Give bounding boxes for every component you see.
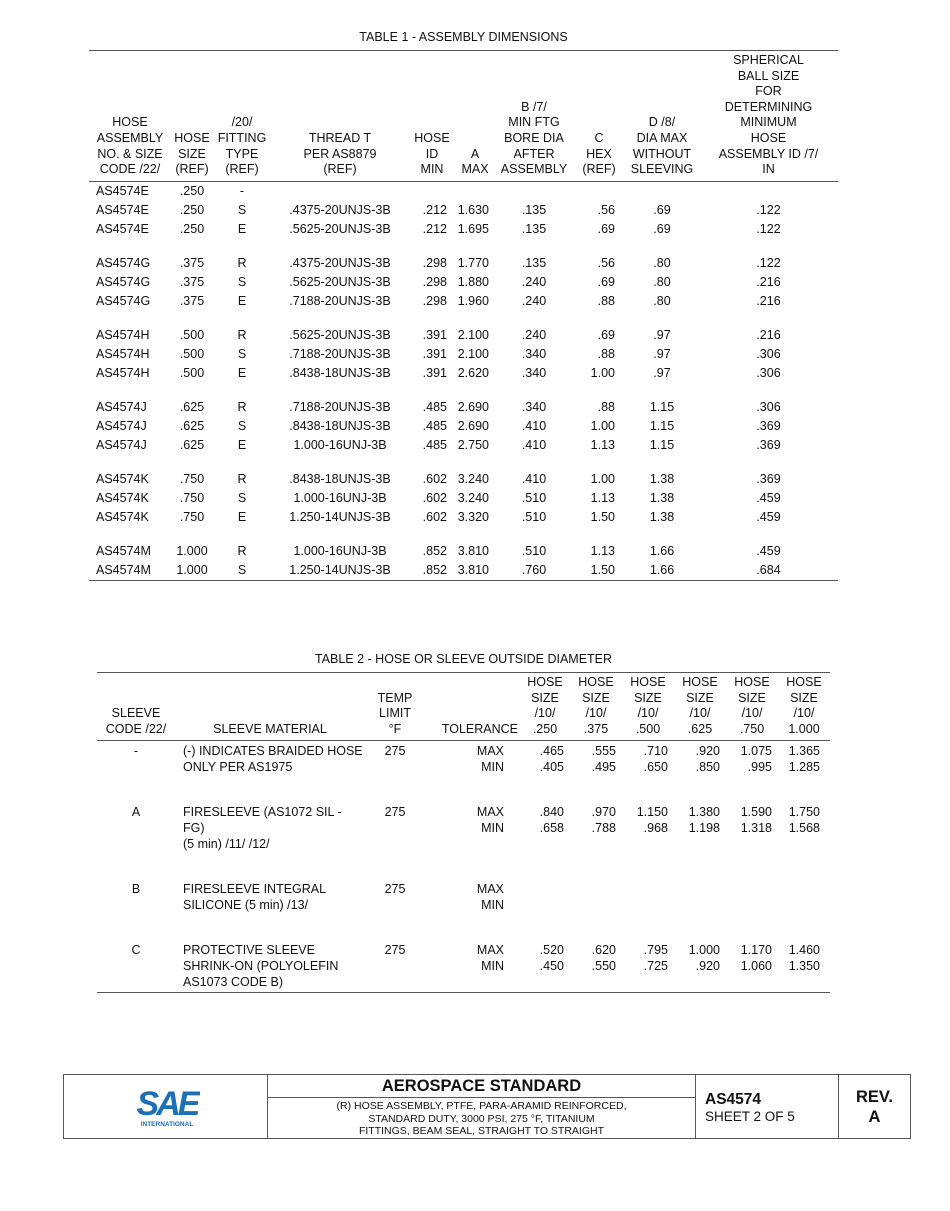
- revision-cell: [839, 1075, 910, 1138]
- table-row: [89, 398, 838, 417]
- table-row: [89, 201, 838, 220]
- table-1-cell: .97: [653, 327, 671, 342]
- table-1-cell: R: [237, 471, 247, 486]
- table-1-cell: .500: [179, 365, 205, 380]
- table-1-cell: 1.13: [590, 437, 615, 452]
- table-row: [97, 879, 830, 915]
- table-2-header-row: [97, 673, 830, 741]
- table-1-cell: 3.810: [457, 543, 489, 558]
- table-1-cell: .625: [179, 418, 205, 433]
- table-1-cell: .298: [422, 274, 447, 289]
- table-1-cell: .298: [422, 255, 447, 270]
- table-1-cell: .5625-20UNJS-3B: [289, 221, 391, 236]
- table-1-cell: .391: [422, 365, 447, 380]
- table-1-cell: .88: [597, 293, 615, 308]
- table-1-cell: S: [237, 346, 247, 361]
- table-2-cell: .620 .550: [591, 943, 616, 974]
- table-1-cell: .602: [422, 509, 447, 524]
- table-1-cell: 1.66: [649, 543, 675, 558]
- assembly-dimensions-table: [89, 50, 838, 581]
- table-1-cell: .69: [597, 327, 615, 342]
- revision-label: REV.: [856, 1088, 893, 1106]
- table-2-cell: 275: [384, 744, 406, 759]
- table-1-cell: .212: [422, 221, 447, 236]
- spacer-row: [89, 527, 838, 542]
- table-1-cell: .69: [597, 221, 615, 236]
- table-1-cell: .750: [179, 471, 205, 486]
- table-1-cell: R: [237, 399, 247, 414]
- table-1-cell: .602: [422, 471, 447, 486]
- table-row: [97, 741, 830, 778]
- table-1-cell: 1.38: [649, 490, 675, 505]
- table-1-cell: .88: [597, 346, 615, 361]
- table-1-cell: .459: [756, 509, 781, 524]
- table-1-cell: 1.960: [457, 293, 489, 308]
- table-row: [89, 181, 838, 201]
- table-2-header-6: HOSE SIZE /10/ .500: [622, 673, 674, 741]
- table-2-cell: 275: [384, 943, 406, 958]
- spacer-cell: [97, 854, 830, 879]
- table-2-cell: 1.075 .995: [740, 744, 772, 775]
- document-number-cell: [696, 1075, 839, 1138]
- table-1-header-9: SPHERICAL BALL SIZE FOR DETERMINING MINIMUM HOSE ASSEMBLY ID /7/ IN: [699, 51, 838, 182]
- table-1-cell: 1.15: [649, 437, 675, 452]
- table-row: [89, 561, 838, 581]
- table-1-cell: .135: [521, 255, 547, 270]
- table-1-cell: .56: [597, 255, 615, 270]
- table-2-cell: .970 .788: [591, 805, 616, 836]
- table-1-cell: AS4574J: [96, 399, 147, 414]
- table-1-cell: .250: [179, 221, 205, 236]
- table-1-cell: .135: [521, 202, 547, 217]
- table-row: [89, 345, 838, 364]
- table-1-cell: [699, 181, 838, 201]
- table-1-cell: E: [237, 221, 247, 236]
- table-1-cell: 1.00: [590, 418, 615, 433]
- table-1-cell: .7188-20UNJS-3B: [289, 399, 391, 414]
- table-2-cell: MAX MIN: [476, 882, 504, 913]
- table-1-cell: AS4574G: [96, 255, 151, 270]
- table-1-cell: .410: [521, 437, 547, 452]
- table-2-cell: 1.170 1.060: [740, 943, 772, 974]
- table-2-header-2: TEMP LIMIT °F: [365, 673, 425, 741]
- table-2-cell: 1.150 .968: [636, 805, 668, 836]
- table-1-cell: [409, 181, 455, 201]
- table-row: [89, 508, 838, 527]
- table-2-cell: .840 .658: [539, 805, 564, 836]
- table-1-cell: .80: [653, 274, 671, 289]
- table-1-section: [89, 30, 838, 581]
- table-1-cell: 1.38: [649, 471, 675, 486]
- table-1-cell: S: [237, 274, 247, 289]
- table-1-cell: .240: [521, 293, 547, 308]
- table-2-cell: 1.365 1.285: [788, 744, 820, 775]
- table-1-cell: 2.100: [457, 346, 489, 361]
- table-2-title: TABLE 2 - HOSE OR SLEEVE OUTSIDE DIAMETER: [314, 652, 613, 666]
- table-1-header-2: /20/ FITTING TYPE (REF): [213, 51, 271, 182]
- table-2-cell: .710 .650: [643, 744, 668, 775]
- table-1-cell: .369: [756, 418, 781, 433]
- table-1-cell: .135: [521, 221, 547, 236]
- table-1-cell: 2.690: [457, 418, 489, 433]
- table-1-cell: .80: [653, 293, 671, 308]
- table-row: [89, 542, 838, 561]
- table-1-cell: 2.750: [457, 437, 489, 452]
- table-1-cell: .240: [521, 274, 547, 289]
- spacer-row: [89, 455, 838, 470]
- table-2-cell: .555 .495: [591, 744, 616, 775]
- table-1-cell: [495, 181, 573, 201]
- table-1-cell: 1.50: [590, 562, 615, 577]
- table-1-cell: 1.00: [590, 471, 615, 486]
- table-2-cell: -: [133, 744, 139, 759]
- table-1-cell: .97: [653, 346, 671, 361]
- table-1-cell: AS4574J: [96, 418, 147, 433]
- table-1-cell: .212: [422, 202, 447, 217]
- table-1-cell: .7188-20UNJS-3B: [289, 346, 391, 361]
- spacer-row: [97, 915, 830, 940]
- table-1-header-7: C HEX (REF): [573, 51, 625, 182]
- table-2-cell: 275: [384, 805, 406, 820]
- table-row: [89, 417, 838, 436]
- table-1-header-3: THREAD T PER AS8879 (REF): [271, 51, 409, 182]
- table-1-cell: AS4574K: [96, 471, 149, 486]
- table-1-cell: [573, 181, 625, 201]
- table-2-cell: .465 .405: [539, 744, 564, 775]
- table-2-cell: [622, 879, 674, 915]
- table-1-cell: R: [237, 543, 247, 558]
- table-1-cell: AS4574M: [96, 543, 151, 558]
- table-1-cell: .760: [521, 562, 547, 577]
- table-1-cell: .306: [756, 346, 781, 361]
- table-1-cell: .510: [521, 490, 547, 505]
- table-1-cell: 3.810: [457, 562, 489, 577]
- table-1-cell: .369: [756, 437, 781, 452]
- spacer-row: [89, 311, 838, 326]
- table-1-cell: AS4574K: [96, 509, 149, 524]
- table-1-cell: AS4574J: [96, 437, 147, 452]
- table-1-cell: 1.880: [457, 274, 489, 289]
- table-1-header-1: HOSE SIZE (REF): [171, 51, 213, 182]
- spacer-cell: [89, 311, 838, 326]
- table-1-cell: .340: [521, 399, 547, 414]
- table-1-cell: .340: [521, 365, 547, 380]
- table-1-cell: .250: [179, 183, 205, 198]
- table-2-section: [97, 652, 830, 993]
- spacer-row: [97, 777, 830, 802]
- spacer-row: [97, 854, 830, 879]
- table-2-cell: .920 .850: [695, 744, 720, 775]
- table-1-cell: AS4574G: [96, 293, 151, 308]
- spacer-row: [89, 383, 838, 398]
- table-1-cell: 1.000-16UNJ-3B: [293, 490, 387, 505]
- table-1-cell: 2.100: [457, 327, 489, 342]
- table-row: [97, 940, 830, 993]
- table-1-cell: AS4574K: [96, 490, 149, 505]
- table-1-cell: .5625-20UNJS-3B: [289, 327, 391, 342]
- spacer-cell: [89, 455, 838, 470]
- table-1-cell: AS4574G: [96, 274, 151, 289]
- spacer-cell: [89, 239, 838, 254]
- table-1-cell: 3.320: [457, 509, 489, 524]
- table-row: [89, 364, 838, 383]
- table-1-cell: 1.000-16UNJ-3B: [293, 437, 387, 452]
- table-row: [89, 436, 838, 455]
- table-1-cell: .375: [179, 293, 205, 308]
- table-2-cell: [726, 879, 778, 915]
- table-2-header-0: SLEEVE CODE /22/: [97, 673, 175, 741]
- spacer-row: [89, 239, 838, 254]
- spacer-cell: [97, 915, 830, 940]
- table-2-cell: A: [131, 805, 141, 820]
- table-1-header-4: HOSE ID MIN: [409, 51, 455, 182]
- table-1-cell: 1.13: [590, 543, 615, 558]
- table-1-cell: .625: [179, 437, 205, 452]
- table-1-cell: AS4574E: [96, 183, 149, 198]
- table-1-cell: [455, 181, 495, 201]
- table-1-cell: .375: [179, 255, 205, 270]
- table-1-cell: .500: [179, 346, 205, 361]
- table-1-cell: 1.50: [590, 509, 615, 524]
- table-1-cell: .56: [597, 202, 615, 217]
- table-row: [89, 254, 838, 273]
- table-1-cell: .69: [597, 274, 615, 289]
- standard-cell: [268, 1075, 696, 1138]
- table-1-cell: 1.38: [649, 509, 675, 524]
- table-2-header-4: HOSE SIZE /10/ .250: [520, 673, 570, 741]
- table-2-cell: 1.380 1.198: [688, 805, 720, 836]
- table-1-cell: .459: [756, 543, 781, 558]
- table-1-cell: 1.695: [457, 221, 489, 236]
- svg-text:INTERNATIONAL: INTERNATIONAL: [140, 1121, 194, 1128]
- table-1-cell: .97: [653, 365, 671, 380]
- table-1-cell: R: [237, 255, 247, 270]
- table-1-cell: .122: [756, 221, 781, 236]
- table-row: [89, 292, 838, 311]
- spacer-cell: [97, 777, 830, 802]
- table-2-header-1: SLEEVE MATERIAL: [175, 673, 365, 741]
- table-1-cell: .391: [422, 346, 447, 361]
- table-2-cell: FIRESLEEVE INTEGRAL SILICONE (5 min) /13/: [183, 882, 327, 913]
- table-2-cell: 1.590 1.318: [740, 805, 772, 836]
- table-1-cell: AS4574H: [96, 346, 150, 361]
- table-1-cell: .410: [521, 418, 547, 433]
- table-1-cell: .122: [756, 255, 781, 270]
- table-1-cell: .7188-20UNJS-3B: [289, 293, 391, 308]
- table-1-cell: .88: [597, 399, 615, 414]
- sheet-number: SHEET 2 OF 5: [705, 1109, 795, 1124]
- revision-value: A: [868, 1108, 881, 1126]
- table-1-cell: S: [237, 418, 247, 433]
- table-2-cell: .520 .450: [539, 943, 564, 974]
- table-2-cell: B: [131, 882, 141, 897]
- svg-text:SAE: SAE: [136, 1085, 198, 1123]
- table-1-cell: .298: [422, 293, 447, 308]
- table-row: [89, 489, 838, 508]
- table-1-cell: .485: [422, 418, 447, 433]
- table-1-cell: .250: [179, 202, 205, 217]
- table-row: [89, 273, 838, 292]
- table-1-cell: .459: [756, 490, 781, 505]
- table-row: [89, 220, 838, 239]
- standard-title: AEROSPACE STANDARD: [268, 1075, 695, 1098]
- table-1-cell: AS4574H: [96, 327, 150, 342]
- table-1-cell: .684: [756, 562, 781, 577]
- table-2-cell: FIRESLEEVE (AS1072 SIL - FG) (5 min) /11/ /12/: [183, 805, 342, 852]
- table-1-cell: 1.15: [649, 399, 675, 414]
- table-1-cell: .852: [422, 543, 447, 558]
- table-1-cell: E: [237, 509, 247, 524]
- table-1-cell: E: [237, 437, 247, 452]
- table-1-cell: .5625-20UNJS-3B: [289, 274, 391, 289]
- table-1-cell: 1.66: [649, 562, 675, 577]
- logo-cell: [64, 1075, 268, 1138]
- table-1-cell: .391: [422, 327, 447, 342]
- table-1-cell: AS4574E: [96, 221, 149, 236]
- table-1-cell: 1.00: [590, 365, 615, 380]
- table-1-cell: .852: [422, 562, 447, 577]
- table-1-cell: AS4574E: [96, 202, 149, 217]
- table-1-cell: .485: [422, 437, 447, 452]
- table-1-cell: .306: [756, 365, 781, 380]
- table-1-cell: 3.240: [457, 490, 489, 505]
- table-1-cell: .500: [179, 327, 205, 342]
- table-1-cell: .750: [179, 490, 205, 505]
- table-1-cell: .69: [653, 221, 671, 236]
- table-1-cell: .340: [521, 346, 547, 361]
- table-2-header-7: HOSE SIZE /10/ .625: [674, 673, 726, 741]
- table-2-cell: [520, 879, 570, 915]
- table-2-header-9: HOSE SIZE /10/ 1.000: [778, 673, 830, 741]
- table-1-cell: .80: [653, 255, 671, 270]
- table-1-cell: 1.630: [457, 202, 489, 217]
- table-1-cell: 1.000: [176, 543, 208, 558]
- table-2-cell: (-) INDICATES BRAIDED HOSE ONLY PER AS1975: [183, 744, 363, 775]
- table-1-cell: 1.250-14UNJS-3B: [289, 509, 391, 524]
- table-1-cell: .306: [756, 399, 781, 414]
- table-2-header-3: TOLERANCE: [425, 673, 520, 741]
- table-1-cell: .240: [521, 327, 547, 342]
- table-2-cell: [778, 879, 830, 915]
- table-1-cell: .216: [756, 274, 781, 289]
- table-1-cell: .625: [179, 399, 205, 414]
- table-1-header-0: HOSE ASSEMBLY NO. & SIZE CODE /22/: [89, 51, 171, 182]
- table-2-cell: [674, 879, 726, 915]
- table-1-cell: .8438-18UNJS-3B: [289, 418, 391, 433]
- sae-logo: [134, 1085, 200, 1129]
- table-1-cell: .122: [756, 202, 781, 217]
- table-2-cell: MAX MIN: [476, 943, 504, 974]
- table-1-cell: AS4574M: [96, 562, 151, 577]
- spacer-cell: [89, 527, 838, 542]
- table-1-cell: E: [237, 293, 247, 308]
- table-2-cell: 275: [384, 882, 406, 897]
- table-1-cell: AS4574H: [96, 365, 150, 380]
- table-1-cell: E: [237, 365, 247, 380]
- table-2-cell: MAX MIN: [476, 805, 504, 836]
- table-1-cell: 2.690: [457, 399, 489, 414]
- table-1-cell: .375: [179, 274, 205, 289]
- table-1-cell: .602: [422, 490, 447, 505]
- table-row: [97, 802, 830, 854]
- table-1-cell: .216: [756, 327, 781, 342]
- table-1-cell: .510: [521, 509, 547, 524]
- table-2-cell: MAX MIN: [476, 744, 504, 775]
- table-1-header-8: D /8/ DIA MAX WITHOUT SLEEVING: [625, 51, 699, 182]
- table-2-cell: C: [131, 943, 141, 958]
- document-description: (R) HOSE ASSEMBLY, PTFE, PARA-ARAMID REINFORCED, STANDARD DUTY, 3000 PSI, 275 °F, TITANIUM FITTINGS, BEAM SEAL, STRAIGHT TO STRAIGHT: [336, 1100, 627, 1137]
- table-1-cell: .510: [521, 543, 547, 558]
- title-block: [63, 1074, 911, 1139]
- table-1-cell: .750: [179, 509, 205, 524]
- table-1-cell: .410: [521, 471, 547, 486]
- spacer-cell: [89, 383, 838, 398]
- table-1-header-6: B /7/ MIN FTG BORE DIA AFTER ASSEMBLY: [495, 51, 573, 182]
- table-1-cell: 1.000-16UNJ-3B: [293, 543, 387, 558]
- table-1-cell: .4375-20UNJS-3B: [289, 202, 391, 217]
- table-1-cell: .8438-18UNJS-3B: [289, 365, 391, 380]
- table-1-cell: [271, 181, 409, 201]
- table-2-cell: 1.750 1.568: [788, 805, 820, 836]
- table-1-cell: .8438-18UNJS-3B: [289, 471, 391, 486]
- table-1-cell: 1.13: [590, 490, 615, 505]
- table-2-cell: .795 .725: [643, 943, 668, 974]
- table-2-cell: 1.000 .920: [688, 943, 720, 974]
- table-1-title: TABLE 1 - ASSEMBLY DIMENSIONS: [359, 30, 568, 44]
- table-1-cell: -: [239, 183, 245, 198]
- table-1-cell: 2.620: [457, 365, 489, 380]
- hose-sleeve-od-table: [97, 672, 830, 993]
- table-1-cell: S: [237, 202, 247, 217]
- table-2-header-5: HOSE SIZE /10/ .375: [570, 673, 622, 741]
- table-1-header-row: [89, 51, 838, 182]
- table-1-cell: 3.240: [457, 471, 489, 486]
- table-2-header-8: HOSE SIZE /10/ .750: [726, 673, 778, 741]
- table-1-cell: 1.770: [457, 255, 489, 270]
- table-1-cell: 1.15: [649, 418, 675, 433]
- table-1-cell: [625, 181, 699, 201]
- table-1-cell: .369: [756, 471, 781, 486]
- table-2-cell: 1.460 1.350: [788, 943, 820, 974]
- table-1-cell: 1.250-14UNJS-3B: [289, 562, 391, 577]
- table-1-cell: .485: [422, 399, 447, 414]
- document-number: AS4574: [705, 1091, 762, 1108]
- table-row: [89, 326, 838, 345]
- table-1-cell: S: [237, 490, 247, 505]
- table-2-cell: PROTECTIVE SLEEVE SHRINK-ON (POLYOLEFIN AS1073 CODE B): [183, 943, 339, 990]
- table-1-cell: S: [237, 562, 247, 577]
- table-1-cell: 1.000: [176, 562, 208, 577]
- table-1-cell: R: [237, 327, 247, 342]
- table-row: [89, 470, 838, 489]
- table-2-cell: [570, 879, 622, 915]
- table-1-cell: .216: [756, 293, 781, 308]
- table-1-header-5: A MAX: [455, 51, 495, 182]
- table-1-cell: .69: [653, 202, 671, 217]
- table-1-cell: .4375-20UNJS-3B: [289, 255, 391, 270]
